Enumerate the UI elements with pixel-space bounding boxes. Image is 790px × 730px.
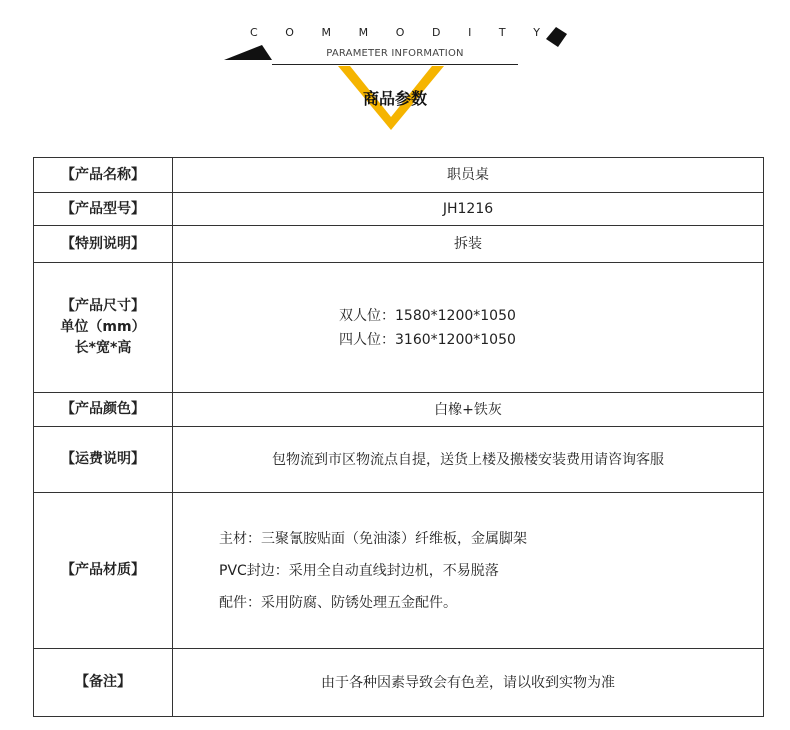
table-row <box>34 649 764 717</box>
row-value: 由于各种因素导致会有色差，请以收到实物为准 <box>173 649 764 717</box>
value-line: 配件：采用防腐、防锈处理五金配件。 <box>219 594 457 611</box>
row-value: 拆装 <box>173 226 764 263</box>
row-label: 【产品颜色】 <box>34 393 173 427</box>
label-line: 长*宽*高 <box>74 340 132 356</box>
right-black-diamond <box>546 27 567 47</box>
commodity-heading <box>250 26 540 39</box>
commodity-letter: C <box>250 26 258 39</box>
row-label <box>34 263 173 393</box>
commodity-letter: O <box>285 26 294 39</box>
value-line: PVC封边：采用全自动直线封边机，不易脱落 <box>219 562 499 579</box>
table-row <box>34 427 764 493</box>
value-line: 四人位：3160*1200*1050 <box>339 331 516 348</box>
row-label: 【产品名称】 <box>34 158 173 193</box>
row-label: 【产品材质】 <box>34 493 173 649</box>
table-row <box>34 226 764 263</box>
section-header <box>0 0 790 140</box>
commodity-letter: I <box>468 26 472 39</box>
row-value: 包物流到市区物流点自提，送货上楼及搬楼安装费用请咨询客服 <box>173 427 764 493</box>
value-line: 双人位：1580*1200*1050 <box>339 307 516 324</box>
table-row <box>34 263 764 393</box>
page-title: 商品参数 <box>362 89 427 108</box>
row-label: 【备注】 <box>34 649 173 717</box>
label-line: 单位（mm） <box>60 319 146 335</box>
row-label: 【运费说明】 <box>34 427 173 493</box>
table-row <box>34 393 764 427</box>
commodity-letter: O <box>395 26 405 39</box>
table-row <box>34 493 764 649</box>
row-value: 职员桌 <box>173 158 764 193</box>
value-line: 主材：三聚氰胺贴面（免油漆）纤维板，金属脚架 <box>219 530 527 547</box>
row-label: 【产品型号】 <box>34 193 173 226</box>
parameter-table <box>33 157 764 717</box>
commodity-letter: Y <box>533 26 540 39</box>
commodity-letter: D <box>432 26 441 39</box>
table-row <box>34 193 764 226</box>
commodity-letter: M <box>358 26 369 39</box>
table-row <box>34 158 764 193</box>
label-line: 【产品尺寸】 <box>61 298 145 314</box>
row-value <box>173 493 764 649</box>
header-decoration <box>0 0 790 140</box>
row-value: 白橡+铁灰 <box>173 393 764 427</box>
commodity-letter: T <box>498 26 506 39</box>
parameter-subtitle: PARAMETER INFORMATION <box>326 48 464 59</box>
row-label: 【特别说明】 <box>34 226 173 263</box>
commodity-letter: M <box>321 26 332 39</box>
subtitle-underline <box>272 64 518 65</box>
left-black-triangle <box>224 45 272 60</box>
row-value <box>173 263 764 393</box>
row-value: JH1216 <box>173 193 764 226</box>
